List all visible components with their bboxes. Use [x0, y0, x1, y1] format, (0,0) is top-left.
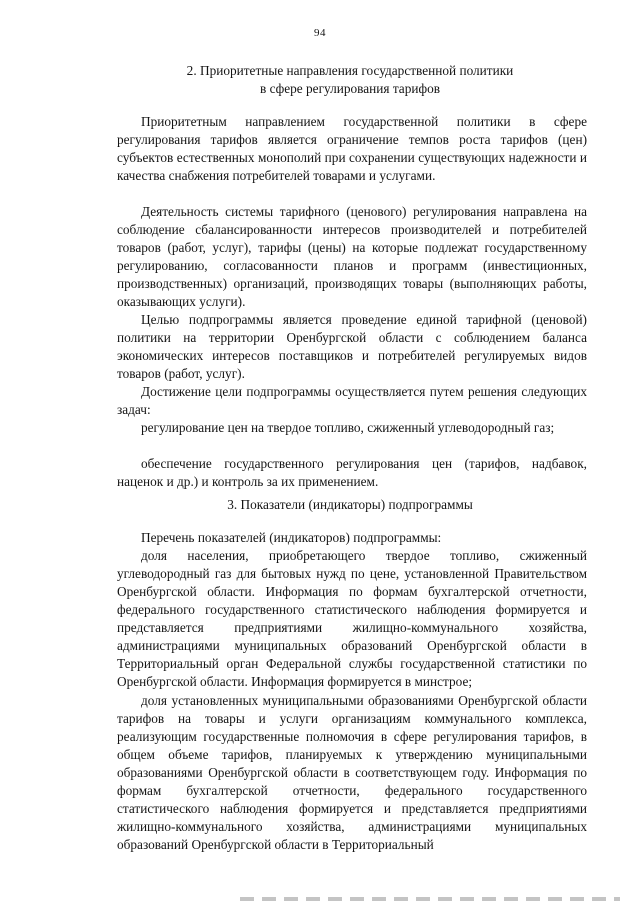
scan-bottom-edge [240, 897, 620, 901]
section2-task-item: регулирование цен на твердое топливо, сжиженный углеводородный газ; [141, 420, 555, 435]
section3-paragraph: Перечень показателей (индикаторов) подпрограммы: [141, 530, 442, 545]
section3-indicator-item: доля населения, приобретающего твердое топливо, сжиженный углеводородный газ для бытовых нужд по цене, установленной Правительством Оренбургской области. Информация по формам бухгалтерской отчетности, федерального государственного статистического наблюдения формируется и представляется предприятиями жилищно-коммунального хозяйства, администрациями муниципальных образований Оренбургской области в Территориальный орган Федеральной службы государственной статистики по Оренбургской области. Информация формируется в минстрое; [117, 548, 587, 689]
section2-task-item: обеспечение государственного регулирования цен (тарифов, надбавок, наценок и др.) и контроль за их применением. [117, 456, 587, 489]
section2-paragraph: Приоритетным направлением государственной политики в сфере регулирования тарифов является ограничение темпов роста тарифов (цен) субъектов естественных монополий при сохранении существующих надежности и качества снабжения потребителей товарами и услугами. [117, 114, 587, 183]
section2-heading [100, 62, 600, 98]
section2-paragraph: Целью подпрограммы является проведение единой тарифной (ценовой) политики на территории Оренбургской области с соблюдением баланса экономических интересов поставщиков и потребителей регулируемых видов товаров (работ, услуг). [117, 312, 587, 381]
page-number: 94 [314, 27, 326, 39]
section2-paragraph: Достижение цели подпрограммы осуществляется путем решения следующих задач: [117, 384, 587, 417]
section2-paragraph: Деятельность системы тарифного (ценового) регулирования направлена на соблюдение сбалансированности интересов производителей и потребителей товаров (работ, услуг), тарифы (цены) на которые подлежат государственному регулированию, согласованности планов и программ (инвестиционных, производственных) организаций, производящих товары (выполняющих работы, оказывающих услуги). [117, 204, 587, 309]
section2-title-line2: в сфере регулирования тарифов [259, 81, 441, 96]
section3-indicator-item: доля установленных муниципальными образованиями Оренбургской области тарифов на товары и услуги организациям коммунального комплекса, реализующим государственные полномочия в сфере регулирования тарифов, в общем объеме тарифов, планируемых к утверждению муниципальными образованиями Оренбургской области в соответствующем году. Информация по формам бухгалтерской отчетности, федерального государственного статистического наблюдения формируется и представляется предприятиями жилищно-коммунального хозяйства, администрациями муниципальных образований Оренбургской области в Территориальный [117, 693, 587, 852]
section2-title-line1: 2. Приоритетные направления государственной политики [186, 63, 514, 78]
section3-heading: 3. Показатели (индикаторы) подпрограммы [227, 497, 473, 512]
